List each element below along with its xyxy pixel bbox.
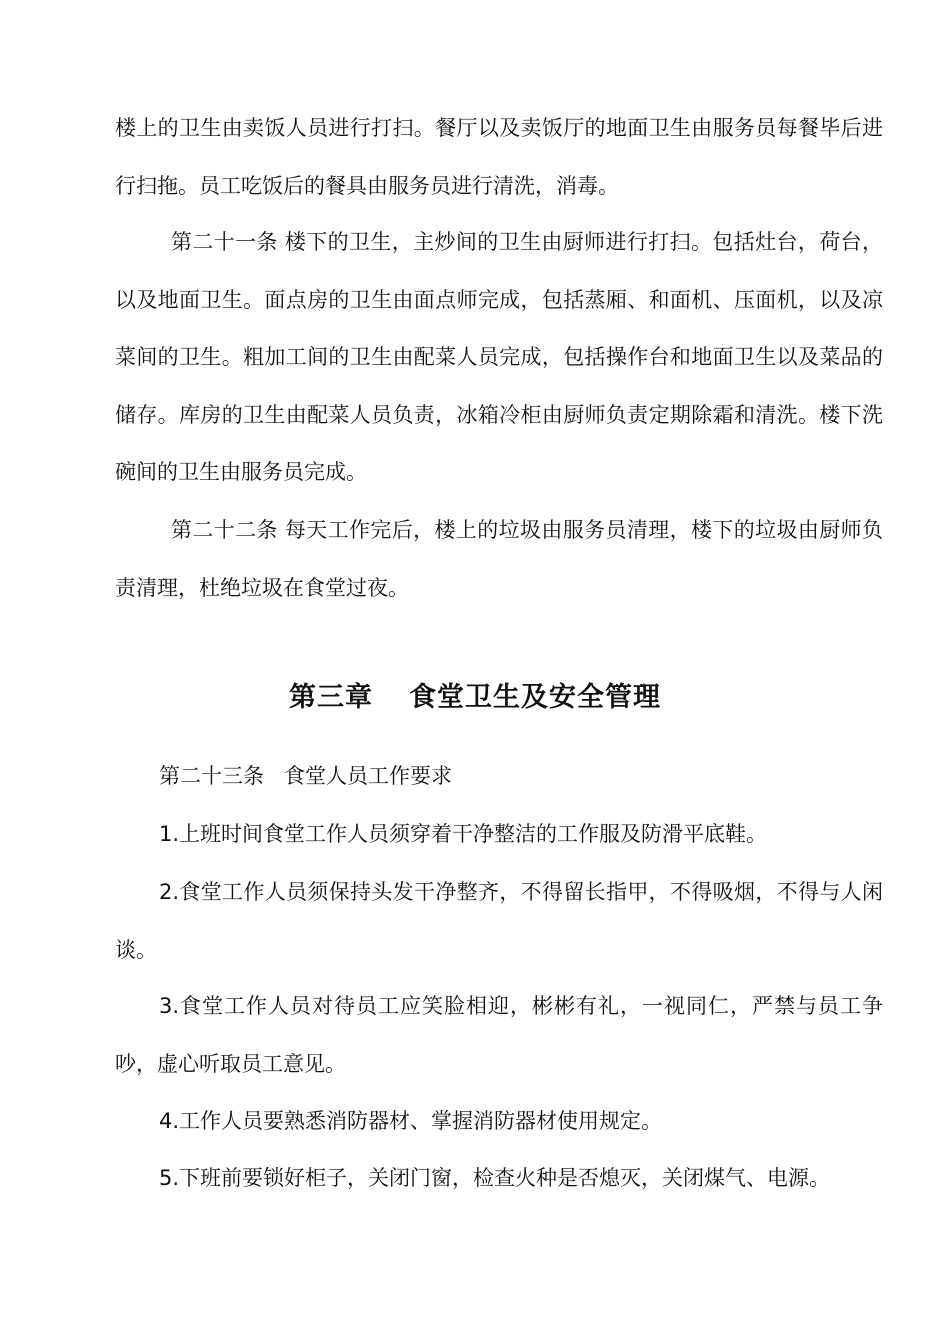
paragraph-article-21: 第二十一条 楼下的卫生，主炒间的卫生由厨师进行打扫。包括灶台，荷台，以及地面卫生。面点房的卫生由面点师完成，包括蒸厢、和面机、压面机，以及凉菜间的卫生。粗加工间的卫生由配菜人员完成，包括操作台和地面卫生以及菜品的储存。库房的卫生由配菜人员负责，冰箱冷柜由厨师负责定期除霜和清洗。楼下洗碗间的卫生由服务员完成。	[115, 230, 883, 484]
chapter-title: 食堂卫生及安全管理	[409, 682, 661, 713]
article-23-item-4: 4.工作人员要熟悉消防器材、掌握消防器材使用规定。	[159, 1109, 663, 1133]
article-23-item-1: 1.上班时间食堂工作人员须穿着干净整洁的工作服及防滑平底鞋。	[159, 822, 768, 846]
chapter-heading	[0, 672, 950, 724]
article-23-item-5: 5.下班前要锁好柜子，关闭门窗，检查火种是否熄灭，关闭煤气、电源。	[159, 1166, 831, 1190]
chapter-number: 第三章	[289, 682, 373, 713]
paragraph-article-22: 第二十二条 每天工作完后，楼上的垃圾由服务员清理，楼下的垃圾由厨师负责清理，杜绝垃圾在食堂过夜。	[115, 518, 883, 600]
article-23-item-2: 2.食堂工作人员须保持头发干净整齐，不得留长指甲，不得吸烟，不得与人闲谈。	[115, 880, 883, 962]
article-23-heading: 第二十三条 食堂人员工作要求	[159, 764, 453, 788]
paragraph-upstairs-cleaning: 楼上的卫生由卖饭人员进行打扫。餐厅以及卖饭厅的地面卫生由服务员每餐毕后进行扫拖。员工吃饭后的餐具由服务员进行清洗，消毒。	[115, 116, 883, 198]
article-23-item-3: 3.食堂工作人员对待员工应笑脸相迎，彬彬有礼，一视同仁，严禁与员工争吵，虚心听取员工意见。	[115, 994, 883, 1076]
